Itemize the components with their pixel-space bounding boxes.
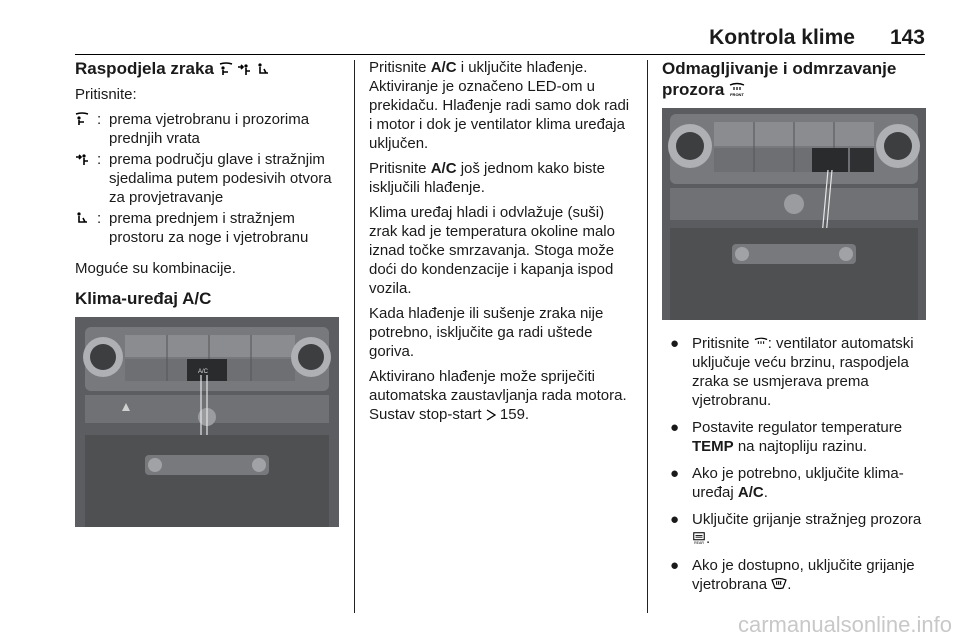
- svg-text:REAR: REAR: [694, 541, 704, 545]
- windshield-airflow-icon: [219, 62, 233, 76]
- footwell-airflow-icon: [75, 211, 89, 225]
- column-3: [662, 58, 926, 602]
- def-footwell: : prema prednjem i stražnjem prostoru za noge i vjetrobranu: [75, 209, 343, 247]
- watermark: carmanualsonline.info: [737, 612, 952, 637]
- page-header: [75, 22, 925, 50]
- air-distribution-heading: Raspodjela zraka: [75, 58, 343, 79]
- ac-fuel-text: Kada hlađenje ili sušenje zraka nije potrebno, isključite ga radi uštede goriva.: [369, 305, 604, 360]
- page-number: 143: [889, 26, 925, 49]
- list-item: ● Pritisnite : ventilator automatski uključuje veću brzinu, raspodjela zraka se usmjerava prema vjetrobranu.: [670, 335, 914, 409]
- page-reference-link[interactable]: 159.: [499, 406, 530, 423]
- column-divider-1: [354, 60, 355, 613]
- cross-reference-icon: [486, 409, 496, 421]
- combinations-text: Moguće su kombinacije.: [75, 260, 236, 277]
- header-rule: [75, 54, 925, 55]
- rear-defrost-icon: [692, 531, 706, 545]
- column-1: [75, 58, 343, 527]
- intro-text: Pritisnite:: [75, 86, 137, 103]
- def-windshield: : prema vjetrobranu i prozorima prednjih vrata: [75, 110, 343, 148]
- list-item: ● Ako je dostupno, uključite grijanje vjetrobrana .: [670, 557, 915, 593]
- windshield-airflow-icon: [75, 112, 89, 126]
- ac-activate-text: Pritisnite A/C i uključite hlađenje. Aktiviranje je označeno LED-om u prekidaču. Hlađenje radi samo dok radi i motor i dok je ventilator klima uređaja uključen.: [369, 59, 630, 152]
- column-divider-2: [647, 60, 648, 613]
- defog-steps: [662, 334, 926, 594]
- ac-deactivate-text: Pritisnite A/C još jednom kako biste isključili hlađenje.: [369, 160, 605, 196]
- ac-stopstart-text: Aktivirano hlađenje može spriječiti automatska zaustavljanja rada motora. Sustav stop-start 159.: [369, 368, 627, 423]
- ac-heading: Klima-uređaj A/C: [75, 289, 212, 308]
- defrost-panel-photo: [662, 108, 926, 320]
- head-airflow-icon: [75, 152, 89, 166]
- heated-windshield-icon: [771, 577, 787, 591]
- svg-text:FRONT: FRONT: [730, 92, 744, 97]
- footwell-airflow-icon: [256, 62, 270, 76]
- list-item: ● Postavite regulator temperature TEMP na najtopliju razinu.: [670, 419, 903, 455]
- defog-heading: Odmagljivanje i odmrzavanje prozora FRONT: [662, 59, 897, 99]
- ac-panel-photo: [75, 317, 339, 527]
- list-item: ● Uključite grijanje stražnjeg prozora REAR .: [670, 511, 922, 547]
- column-2: [369, 58, 633, 430]
- ac-dehumidify-text: Klima uređaj hladi i odvlažuje (suši) zrak kad je temperatura okoline malo iznad točke smrzavanja. Stoga može doći do kondenzacije i kapanja ispod vozila.: [369, 204, 615, 297]
- head-airflow-icon: [237, 62, 251, 76]
- def-head: : prema području glave i stražnjim sjedalima putem podesivih otvora za provjetravanje: [75, 150, 343, 207]
- ac-button-label: A/C: [198, 369, 209, 375]
- page-title: Kontrola klime: [709, 26, 855, 49]
- front-defrost-icon: [754, 336, 768, 350]
- front-defrost-icon: [729, 81, 745, 97]
- list-item: ● Ako je potrebno, uključite klima-uređaj A/C.: [670, 465, 904, 501]
